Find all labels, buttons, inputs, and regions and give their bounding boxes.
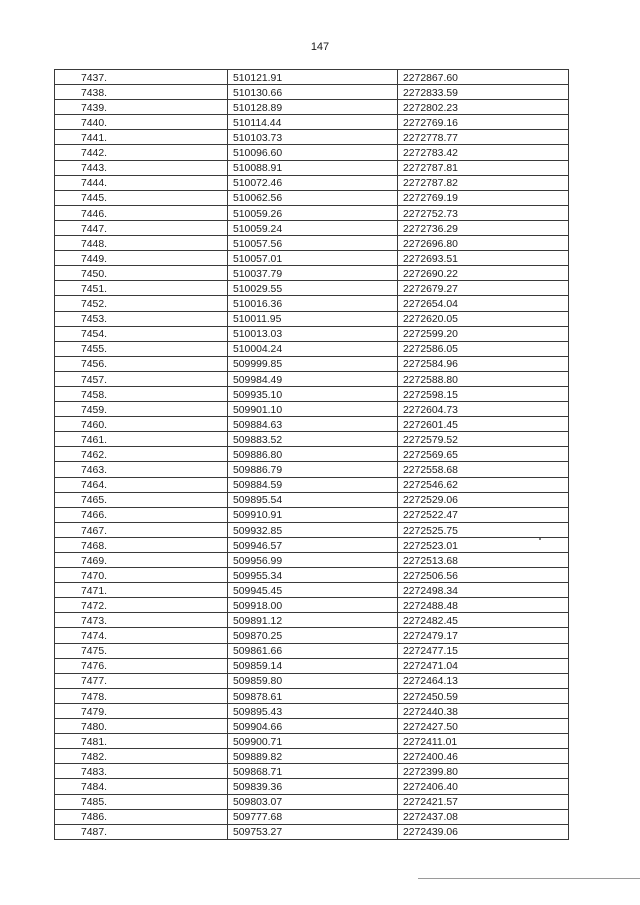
point-number-cell: 7444. [55, 175, 228, 190]
table-row [55, 568, 569, 583]
x-coordinate-cell: 510059.26 [228, 205, 398, 220]
point-number-cell: 7467. [55, 522, 228, 537]
x-coordinate-cell: 509886.79 [228, 462, 398, 477]
coordinates-table [54, 69, 569, 840]
point-number-cell: 7454. [55, 326, 228, 341]
y-coordinate-cell: 2272477.15 [398, 643, 569, 658]
table-row [55, 447, 569, 462]
y-coordinate-cell: 2272450.59 [398, 688, 569, 703]
point-number-cell: 7446. [55, 205, 228, 220]
x-coordinate-cell: 509910.91 [228, 507, 398, 522]
y-coordinate-cell: 2272679.27 [398, 281, 569, 296]
scan-speck [539, 538, 541, 540]
table-row [55, 100, 569, 115]
point-number-cell: 7482. [55, 749, 228, 764]
x-coordinate-cell: 509753.27 [228, 824, 398, 839]
table-row [55, 296, 569, 311]
y-coordinate-cell: 2272569.65 [398, 447, 569, 462]
point-number-cell: 7478. [55, 688, 228, 703]
y-coordinate-cell: 2272769.19 [398, 190, 569, 205]
point-number-cell: 7448. [55, 236, 228, 251]
x-coordinate-cell: 510057.01 [228, 251, 398, 266]
y-coordinate-cell: 2272802.23 [398, 100, 569, 115]
table-row [55, 417, 569, 432]
point-number-cell: 7453. [55, 311, 228, 326]
point-number-cell: 7437. [55, 70, 228, 85]
y-coordinate-cell: 2272752.73 [398, 205, 569, 220]
table-row [55, 371, 569, 386]
table-row [55, 703, 569, 718]
table-row [55, 537, 569, 552]
x-coordinate-cell: 509870.25 [228, 628, 398, 643]
y-coordinate-cell: 2272584.96 [398, 356, 569, 371]
x-coordinate-cell: 509861.66 [228, 643, 398, 658]
x-coordinate-cell: 509859.80 [228, 673, 398, 688]
point-number-cell: 7445. [55, 190, 228, 205]
point-number-cell: 7475. [55, 643, 228, 658]
table-row [55, 356, 569, 371]
table-row [55, 719, 569, 734]
point-number-cell: 7466. [55, 507, 228, 522]
x-coordinate-cell: 509904.66 [228, 719, 398, 734]
x-coordinate-cell: 509945.45 [228, 583, 398, 598]
table-row [55, 462, 569, 477]
y-coordinate-cell: 2272479.17 [398, 628, 569, 643]
table-row [55, 688, 569, 703]
y-coordinate-cell: 2272399.80 [398, 764, 569, 779]
point-number-cell: 7450. [55, 266, 228, 281]
point-number-cell: 7447. [55, 220, 228, 235]
table-row [55, 658, 569, 673]
point-number-cell: 7460. [55, 417, 228, 432]
table-row [55, 643, 569, 658]
table-row [55, 85, 569, 100]
y-coordinate-cell: 2272579.52 [398, 432, 569, 447]
x-coordinate-cell: 510062.56 [228, 190, 398, 205]
point-number-cell: 7443. [55, 160, 228, 175]
y-coordinate-cell: 2272427.50 [398, 719, 569, 734]
y-coordinate-cell: 2272599.20 [398, 326, 569, 341]
table-row [55, 824, 569, 839]
y-coordinate-cell: 2272400.46 [398, 749, 569, 764]
point-number-cell: 7476. [55, 658, 228, 673]
point-number-cell: 7438. [55, 85, 228, 100]
x-coordinate-cell: 510072.46 [228, 175, 398, 190]
point-number-cell: 7441. [55, 130, 228, 145]
point-number-cell: 7461. [55, 432, 228, 447]
x-coordinate-cell: 510128.89 [228, 100, 398, 115]
x-coordinate-cell: 509956.99 [228, 553, 398, 568]
point-number-cell: 7487. [55, 824, 228, 839]
table-row [55, 190, 569, 205]
table-row [55, 628, 569, 643]
y-coordinate-cell: 2272411.01 [398, 734, 569, 749]
table-row [55, 266, 569, 281]
table-row [55, 281, 569, 296]
y-coordinate-cell: 2272654.04 [398, 296, 569, 311]
point-number-cell: 7480. [55, 719, 228, 734]
y-coordinate-cell: 2272488.48 [398, 598, 569, 613]
table-row [55, 236, 569, 251]
table-row [55, 70, 569, 85]
x-coordinate-cell: 510088.91 [228, 160, 398, 175]
x-coordinate-cell: 509955.34 [228, 568, 398, 583]
y-coordinate-cell: 2272406.40 [398, 779, 569, 794]
point-number-cell: 7468. [55, 537, 228, 552]
table-row [55, 492, 569, 507]
y-coordinate-cell: 2272769.16 [398, 115, 569, 130]
table-row [55, 809, 569, 824]
table-row [55, 251, 569, 266]
point-number-cell: 7464. [55, 477, 228, 492]
table-row [55, 220, 569, 235]
coordinates-table-body [55, 70, 569, 840]
y-coordinate-cell: 2272498.34 [398, 583, 569, 598]
table-row [55, 130, 569, 145]
table-row [55, 522, 569, 537]
y-coordinate-cell: 2272546.62 [398, 477, 569, 492]
point-number-cell: 7457. [55, 371, 228, 386]
x-coordinate-cell: 510057.56 [228, 236, 398, 251]
table-row [55, 386, 569, 401]
table-row [55, 749, 569, 764]
point-number-cell: 7479. [55, 703, 228, 718]
x-coordinate-cell: 510037.79 [228, 266, 398, 281]
page-number: 147 [310, 41, 330, 53]
table-row [55, 115, 569, 130]
x-coordinate-cell: 509984.49 [228, 371, 398, 386]
table-row [55, 507, 569, 522]
x-coordinate-cell: 509891.12 [228, 613, 398, 628]
y-coordinate-cell: 2272523.01 [398, 537, 569, 552]
y-coordinate-cell: 2272522.47 [398, 507, 569, 522]
table-row [55, 583, 569, 598]
y-coordinate-cell: 2272778.77 [398, 130, 569, 145]
point-number-cell: 7474. [55, 628, 228, 643]
table-row [55, 553, 569, 568]
y-coordinate-cell: 2272598.15 [398, 386, 569, 401]
x-coordinate-cell: 510130.66 [228, 85, 398, 100]
y-coordinate-cell: 2272690.22 [398, 266, 569, 281]
y-coordinate-cell: 2272464.13 [398, 673, 569, 688]
table-row [55, 175, 569, 190]
table-row [55, 613, 569, 628]
point-number-cell: 7449. [55, 251, 228, 266]
x-coordinate-cell: 510016.36 [228, 296, 398, 311]
point-number-cell: 7469. [55, 553, 228, 568]
table-row [55, 477, 569, 492]
x-coordinate-cell: 509901.10 [228, 402, 398, 417]
x-coordinate-cell: 509932.85 [228, 522, 398, 537]
y-coordinate-cell: 2272736.29 [398, 220, 569, 235]
x-coordinate-cell: 509918.00 [228, 598, 398, 613]
table-row [55, 205, 569, 220]
point-number-cell: 7459. [55, 402, 228, 417]
x-coordinate-cell: 509895.54 [228, 492, 398, 507]
x-coordinate-cell: 509878.61 [228, 688, 398, 703]
table-row [55, 673, 569, 688]
y-coordinate-cell: 2272421.57 [398, 794, 569, 809]
table-row [55, 402, 569, 417]
y-coordinate-cell: 2272529.06 [398, 492, 569, 507]
y-coordinate-cell: 2272437.08 [398, 809, 569, 824]
y-coordinate-cell: 2272620.05 [398, 311, 569, 326]
y-coordinate-cell: 2272783.42 [398, 145, 569, 160]
point-number-cell: 7440. [55, 115, 228, 130]
table-row [55, 598, 569, 613]
table-row [55, 326, 569, 341]
point-number-cell: 7456. [55, 356, 228, 371]
x-coordinate-cell: 510103.73 [228, 130, 398, 145]
y-coordinate-cell: 2272471.04 [398, 658, 569, 673]
y-coordinate-cell: 2272439.06 [398, 824, 569, 839]
x-coordinate-cell: 509884.59 [228, 477, 398, 492]
point-number-cell: 7439. [55, 100, 228, 115]
point-number-cell: 7442. [55, 145, 228, 160]
y-coordinate-cell: 2272586.05 [398, 341, 569, 356]
x-coordinate-cell: 509883.52 [228, 432, 398, 447]
point-number-cell: 7484. [55, 779, 228, 794]
table-row [55, 311, 569, 326]
x-coordinate-cell: 510013.03 [228, 326, 398, 341]
x-coordinate-cell: 509895.43 [228, 703, 398, 718]
point-number-cell: 7483. [55, 764, 228, 779]
x-coordinate-cell: 509884.63 [228, 417, 398, 432]
x-coordinate-cell: 510059.24 [228, 220, 398, 235]
x-coordinate-cell: 509839.36 [228, 779, 398, 794]
x-coordinate-cell: 509889.82 [228, 749, 398, 764]
table-row [55, 734, 569, 749]
y-coordinate-cell: 2272833.59 [398, 85, 569, 100]
x-coordinate-cell: 509803.07 [228, 794, 398, 809]
point-number-cell: 7455. [55, 341, 228, 356]
table-row [55, 160, 569, 175]
point-number-cell: 7477. [55, 673, 228, 688]
point-number-cell: 7472. [55, 598, 228, 613]
point-number-cell: 7486. [55, 809, 228, 824]
point-number-cell: 7458. [55, 386, 228, 401]
table-row [55, 341, 569, 356]
table-row [55, 432, 569, 447]
point-number-cell: 7462. [55, 447, 228, 462]
x-coordinate-cell: 509886.80 [228, 447, 398, 462]
footer-rule [418, 878, 640, 879]
x-coordinate-cell: 509999.85 [228, 356, 398, 371]
table-row [55, 145, 569, 160]
point-number-cell: 7485. [55, 794, 228, 809]
y-coordinate-cell: 2272558.68 [398, 462, 569, 477]
x-coordinate-cell: 510096.60 [228, 145, 398, 160]
y-coordinate-cell: 2272604.73 [398, 402, 569, 417]
x-coordinate-cell: 510004.24 [228, 341, 398, 356]
y-coordinate-cell: 2272693.51 [398, 251, 569, 266]
x-coordinate-cell: 510121.91 [228, 70, 398, 85]
y-coordinate-cell: 2272525.75 [398, 522, 569, 537]
y-coordinate-cell: 2272601.45 [398, 417, 569, 432]
table-row [55, 779, 569, 794]
x-coordinate-cell: 510011.95 [228, 311, 398, 326]
y-coordinate-cell: 2272787.82 [398, 175, 569, 190]
table-row [55, 794, 569, 809]
point-number-cell: 7470. [55, 568, 228, 583]
y-coordinate-cell: 2272588.80 [398, 371, 569, 386]
x-coordinate-cell: 509935.10 [228, 386, 398, 401]
x-coordinate-cell: 509946.57 [228, 537, 398, 552]
x-coordinate-cell: 509900.71 [228, 734, 398, 749]
y-coordinate-cell: 2272440.38 [398, 703, 569, 718]
x-coordinate-cell: 510029.55 [228, 281, 398, 296]
point-number-cell: 7471. [55, 583, 228, 598]
y-coordinate-cell: 2272513.68 [398, 553, 569, 568]
point-number-cell: 7473. [55, 613, 228, 628]
y-coordinate-cell: 2272787.81 [398, 160, 569, 175]
point-number-cell: 7465. [55, 492, 228, 507]
x-coordinate-cell: 509868.71 [228, 764, 398, 779]
x-coordinate-cell: 509859.14 [228, 658, 398, 673]
point-number-cell: 7451. [55, 281, 228, 296]
y-coordinate-cell: 2272696.80 [398, 236, 569, 251]
point-number-cell: 7463. [55, 462, 228, 477]
y-coordinate-cell: 2272867.60 [398, 70, 569, 85]
table-row [55, 764, 569, 779]
x-coordinate-cell: 510114.44 [228, 115, 398, 130]
x-coordinate-cell: 509777.68 [228, 809, 398, 824]
y-coordinate-cell: 2272506.56 [398, 568, 569, 583]
point-number-cell: 7452. [55, 296, 228, 311]
point-number-cell: 7481. [55, 734, 228, 749]
y-coordinate-cell: 2272482.45 [398, 613, 569, 628]
